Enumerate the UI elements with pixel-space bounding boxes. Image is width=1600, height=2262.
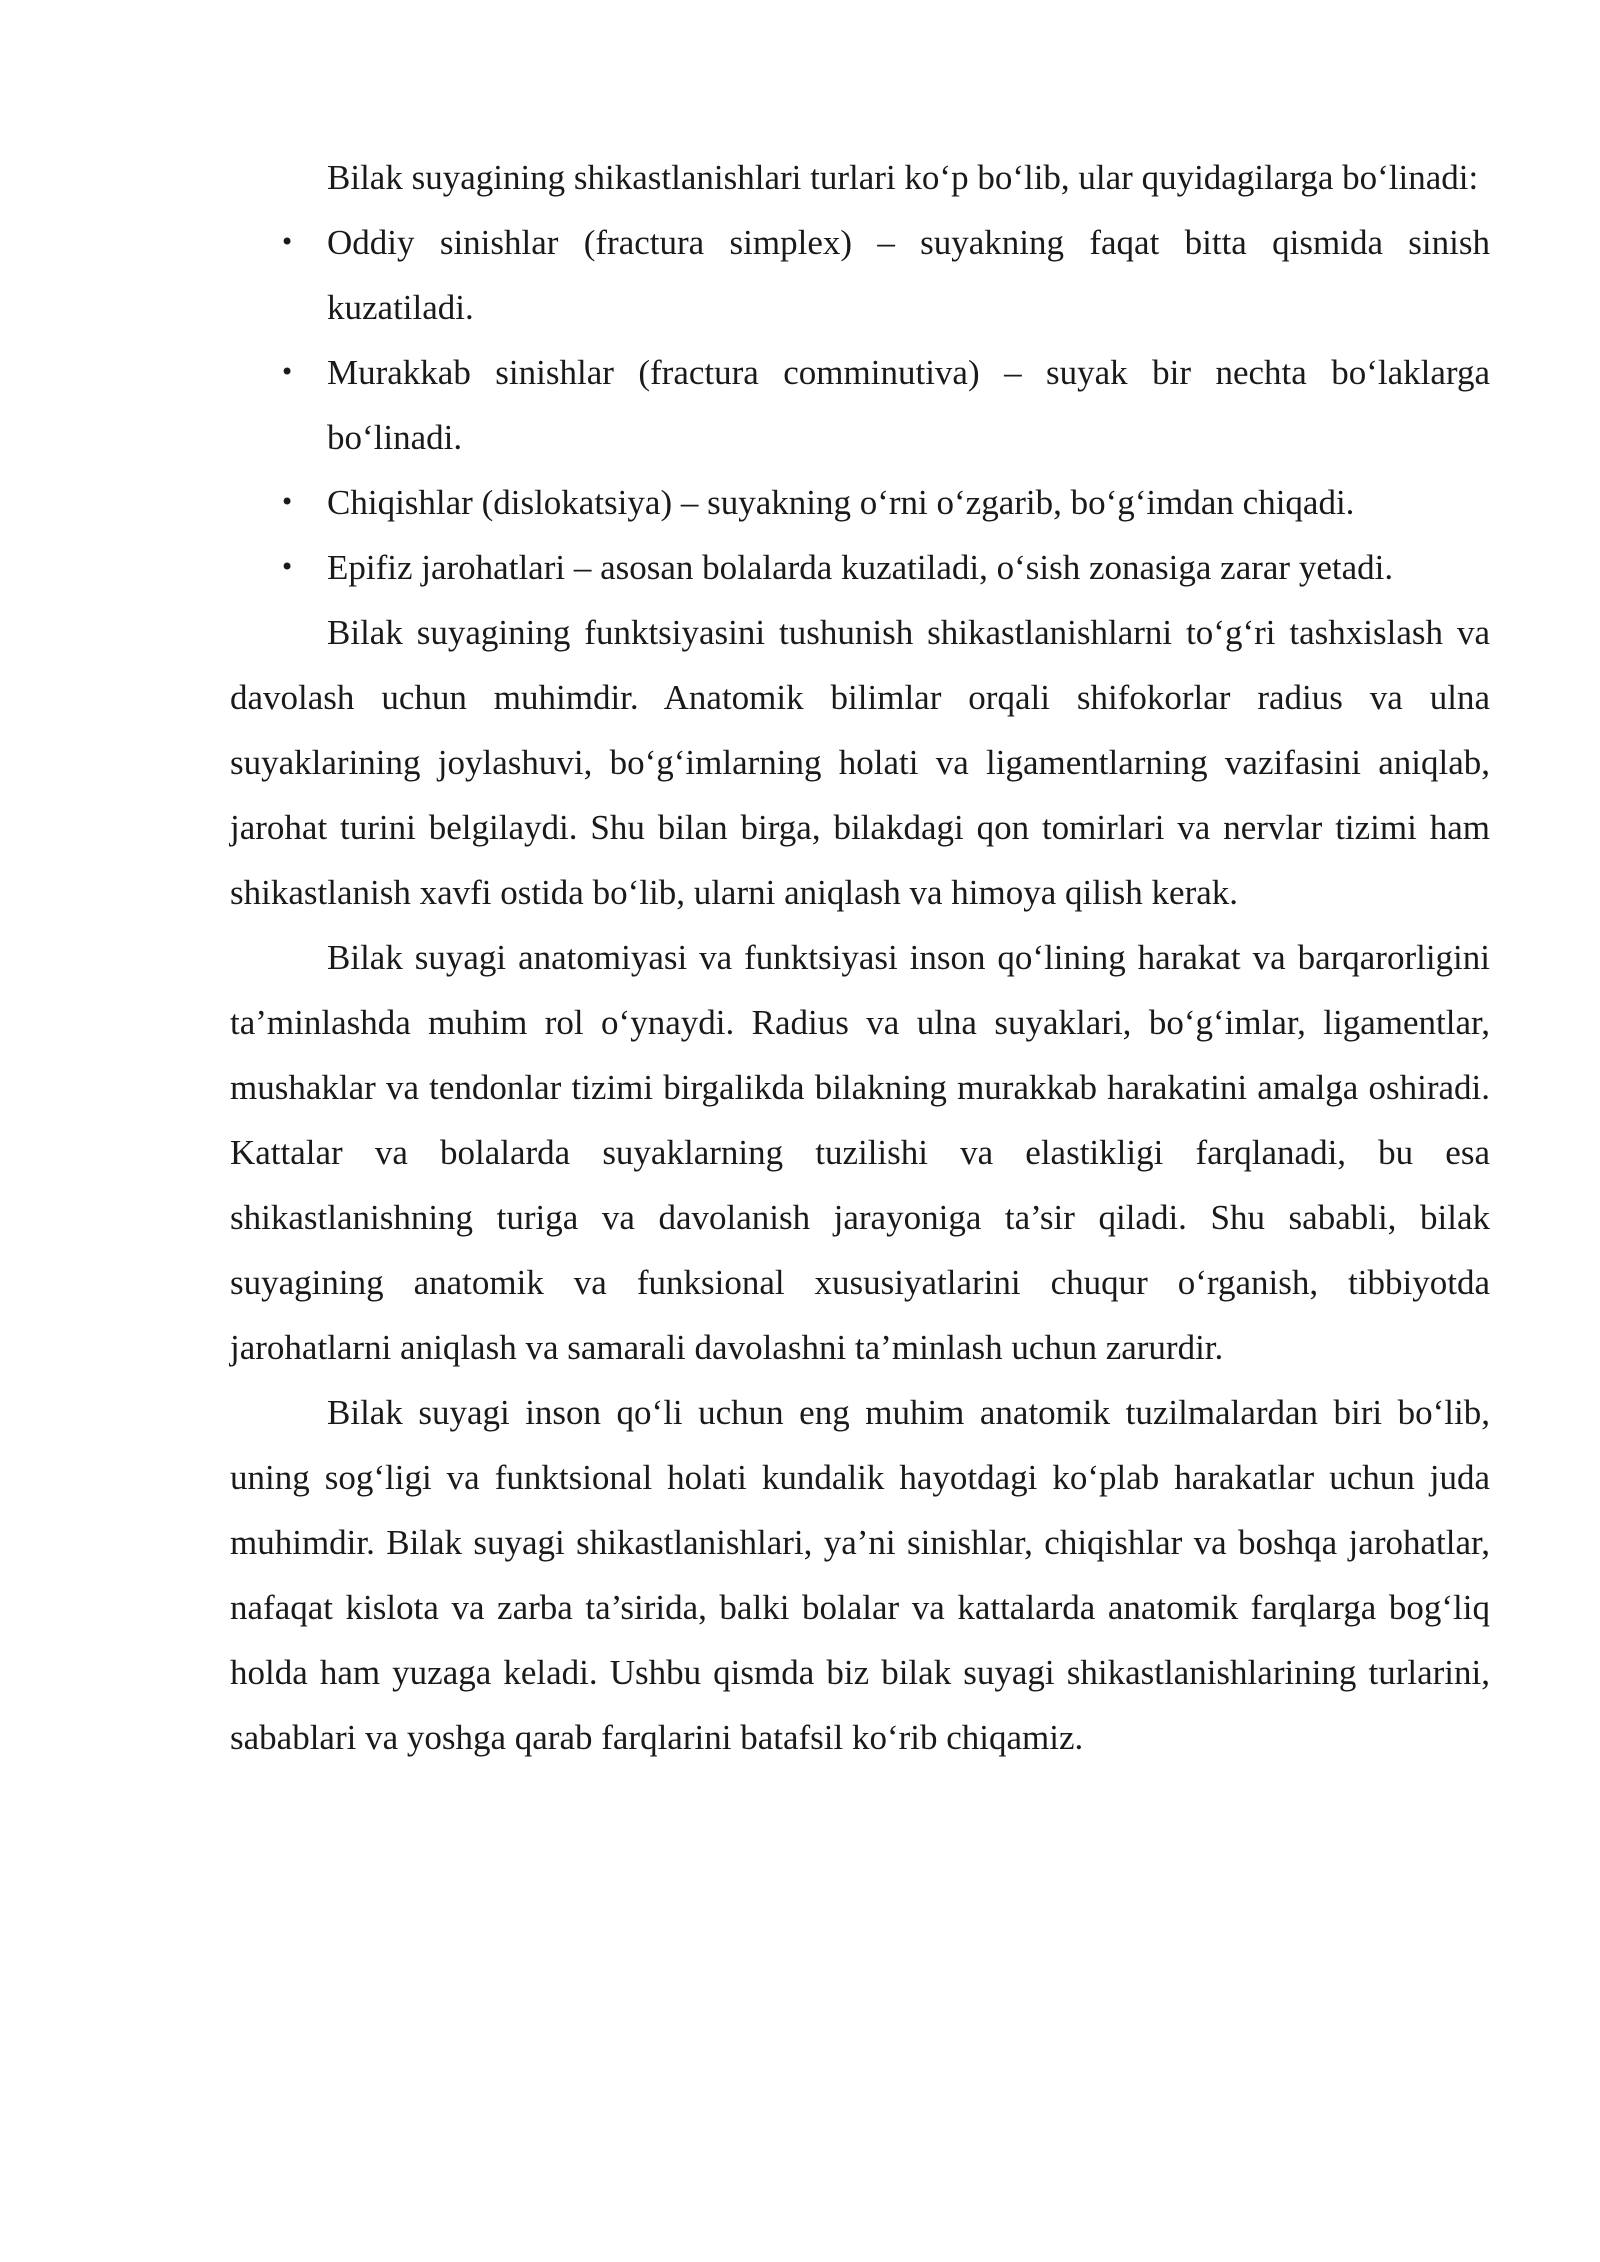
list-item: [230, 535, 1490, 600]
body-paragraph: Bilak suyagi anatomiyasi va funktsiyasi inson qo‘lining harakat va barqarorligini ta’minlashda muhim rol o‘ynaydi. Radius va ulna suyaklari, bo‘g‘imlar, ligamentlar, mushaklar va tendonlar tizimi birgalikda bilakning murakkab harakatini amalga oshiradi. Kattalar va bolalarda suyaklarning tuzilishi va elastikligi farqlanadi, bu esa shikastlanishning turiga va davolanish jarayoniga ta’sir qiladi. Shu sababli, bilak suyagining anatomik va funksional xususiyatlarini chuqur o‘rganish, tibbiyotda jarohatlarni aniqlash va samarali davolashni ta’minlash uchun zarurdir.: [230, 938, 1490, 1367]
intro-paragraph: Bilak suyagining shikastlanishlari turlari ko‘p bo‘lib, ular quyidagilarga bo‘linadi:: [327, 158, 1479, 197]
list-item: [230, 210, 1490, 340]
list-item-text: Murakkab sinishlar (fractura comminutiva) – suyak bir nechta bo‘laklarga bo‘linadi.: [327, 353, 1490, 457]
list-item-text: Oddiy sinishlar (fractura simplex) – suyakning faqat bitta qismida sinish kuzatiladi.: [327, 223, 1490, 327]
document-page: [230, 145, 1490, 1770]
bullet-icon: •: [280, 358, 295, 386]
body-paragraph: Bilak suyagining funktsiyasini tushunish shikastlanishlarni to‘g‘ri tashxislash va davolash uchun muhimdir. Anatomik bilimlar orqali shifokorlar radius va ulna suyaklarining joylashuvi, bo‘g‘imlarning holati va ligamentlarning vazifasini aniqlab, jarohat turini belgilaydi. Shu bilan birga, bilakdagi qon tomirlari va nervlar tizimi ham shikastlanish xavfi ostida bo‘lib, ularni aniqlash va himoya qilish kerak.: [230, 613, 1490, 912]
bullet-icon: •: [280, 553, 295, 581]
bullet-icon: •: [280, 488, 295, 516]
list-item-text: Chiqishlar (dislokatsiya) – suyakning o‘rni o‘zgarib, bo‘g‘imdan chiqadi.: [327, 483, 1355, 522]
bullet-icon: •: [280, 228, 295, 256]
list-item: [230, 340, 1490, 470]
list-item: [230, 470, 1490, 535]
list-item-text: Epifiz jarohatlari – asosan bolalarda kuzatiladi, o‘sish zonasiga zarar yetadi.: [327, 548, 1394, 587]
injury-types-list: [230, 210, 1490, 600]
body-paragraph: Bilak suyagi inson qo‘li uchun eng muhim anatomik tuzilmalardan biri bo‘lib, uning sog‘ligi va funktsional holati kundalik hayotdagi ko‘plab harakatlar uchun juda muhimdir. Bilak suyagi shikastlanishlari, ya’ni sinishlar, chiqishlar va boshqa jarohatlar, nafaqat kislota va zarba ta’sirida, balki bolalar va kattalarda anatomik farqlarga bog‘liq holda ham yuzaga keladi. Ushbu qismda biz bilak suyagi shikastlanishlarining turlarini, sabablari va yoshga qarab farqlarini batafsil ko‘rib chiqamiz.: [230, 1393, 1490, 1757]
